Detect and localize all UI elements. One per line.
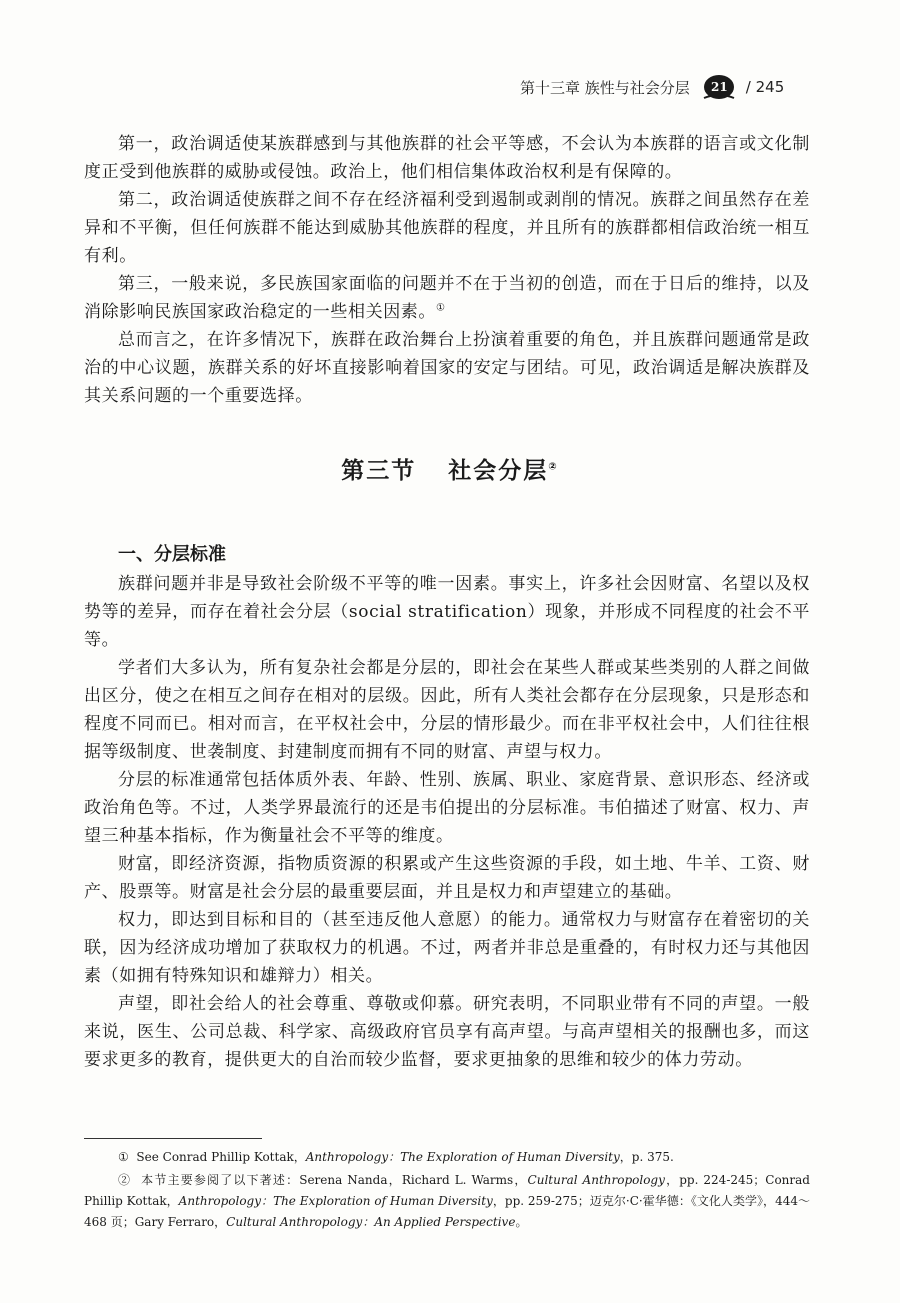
- footnotes: [84, 1147, 810, 1235]
- running-header: [520, 70, 840, 104]
- paragraph: 权力，即达到目标和目的（甚至违反他人意愿）的能力。通常权力与财富存在着密切的关联，因为经济成功增加了获取权力的机遇。不过，两者并非总是重叠的，有时权力还与其他因素（如拥有特殊知识和雄辩力）相关。: [84, 910, 810, 986]
- footnote-ref: ②: [548, 461, 559, 473]
- paragraph: 总而言之，在许多情况下，族群在政治舞台上扮演着重要的角色，并且族群问题通常是政治的中心议题，族群关系的好坏直接影响着国家的安定与团结。可见，政治调适是解决族群及其关系问题的一个重要选择。: [84, 330, 810, 406]
- paragraph: 声望，即社会给人的社会尊重、尊敬或仰慕。研究表明，不同职业带有不同的声望。一般来说，医生、公司总裁、科学家、高级政府官员享有高声望。与高声望相关的报酬也多，而这要求更多的教育，提供更大的自治而较少监督，要求更抽象的思维和较少的体力劳动。: [84, 994, 810, 1070]
- paragraph: 第三，一般来说，多民族国家面临的问题并不在于当初的创造，而在于日后的维持，以及消除影响民族国家政治稳定的一些相关因素。①: [84, 274, 810, 322]
- paragraph: 族群问题并非是导致社会阶级不平等的唯一因素。事实上，许多社会因财富、名望以及权势等的差异，而存在着社会分层（social stratification）现象，并形成不同程度的社会不平等。: [84, 574, 810, 650]
- section-title: 第三节 社会分层②: [341, 458, 559, 484]
- footnote-2: ② 本节主要参阅了以下著述：Serena Nanda，Richard L. Warms，Cultural Anthropology，pp. 224-245；Conrad Phillip Kottak，Anthropology：The Exploration of Human Diversity，pp. 259-275；迈克尔·C·霍华德：《文化人类学》，444～468 页；Gary Ferraro，Cultural Anthropology：An Applied Perspective。: [84, 1173, 810, 1229]
- paragraph: 第二，政治调适使族群之间不存在经济福利受到遏制或剥削的情况。族群之间虽然存在差异和不平衡，但任何族群不能达到威胁其他族群的程度，并且所有的族群都相信政治统一相互有利。: [84, 190, 810, 266]
- paragraph: 分层的标准通常包括体质外表、年龄、性别、族属、职业、家庭背景、意识形态、经济或政治角色等。不过，人类学界最流行的还是韦伯提出的分层标准。韦伯描述了财富、权力、声望三种基本指标，作为衡量社会不平等的维度。: [84, 770, 810, 846]
- footnote-divider: [84, 1138, 262, 1139]
- paragraph: 第一，政治调适使某族群感到与其他族群的社会平等感，不会认为本族群的语言或文化制度正受到他族群的威胁或侵蚀。政治上，他们相信集体政治权利是有保障的。: [84, 134, 810, 182]
- body-text-block: [84, 570, 810, 1074]
- page-number: / 245: [745, 78, 785, 96]
- twenty-one-century-logo-icon: [702, 72, 736, 102]
- top-text-block: [84, 130, 810, 410]
- subsection-heading: 一、分层标准: [118, 544, 226, 565]
- paragraph: 财富，即经济资源，指物质资源的积累或产生这些资源的手段，如土地、牛羊、工资、财产、股票等。财富是社会分层的最重要层面，并且是权力和声望建立的基础。: [84, 854, 810, 902]
- chapter-title: 第十三章 族性与社会分层: [520, 78, 690, 97]
- footnote-ref: ①: [436, 302, 446, 314]
- paragraph: 学者们大多认为，所有复杂社会都是分层的，即社会在某些人群或某些类别的人群之间做出区分，使之在相互之间存在相对的层级。因此，所有人类社会都存在分层现象，只是形态和程度不同而已。相对而言，在平权社会中，分层的情形最少。而在非平权社会中，人们往往根据等级制度、世袭制度、封建制度而拥有不同的财富、声望与权力。: [84, 658, 810, 762]
- svg-text:21: 21: [710, 80, 728, 94]
- footnote-1: ① See Conrad Phillip Kottak，Anthropology：The Exploration of Human Diversity，p. 375.: [118, 1150, 674, 1164]
